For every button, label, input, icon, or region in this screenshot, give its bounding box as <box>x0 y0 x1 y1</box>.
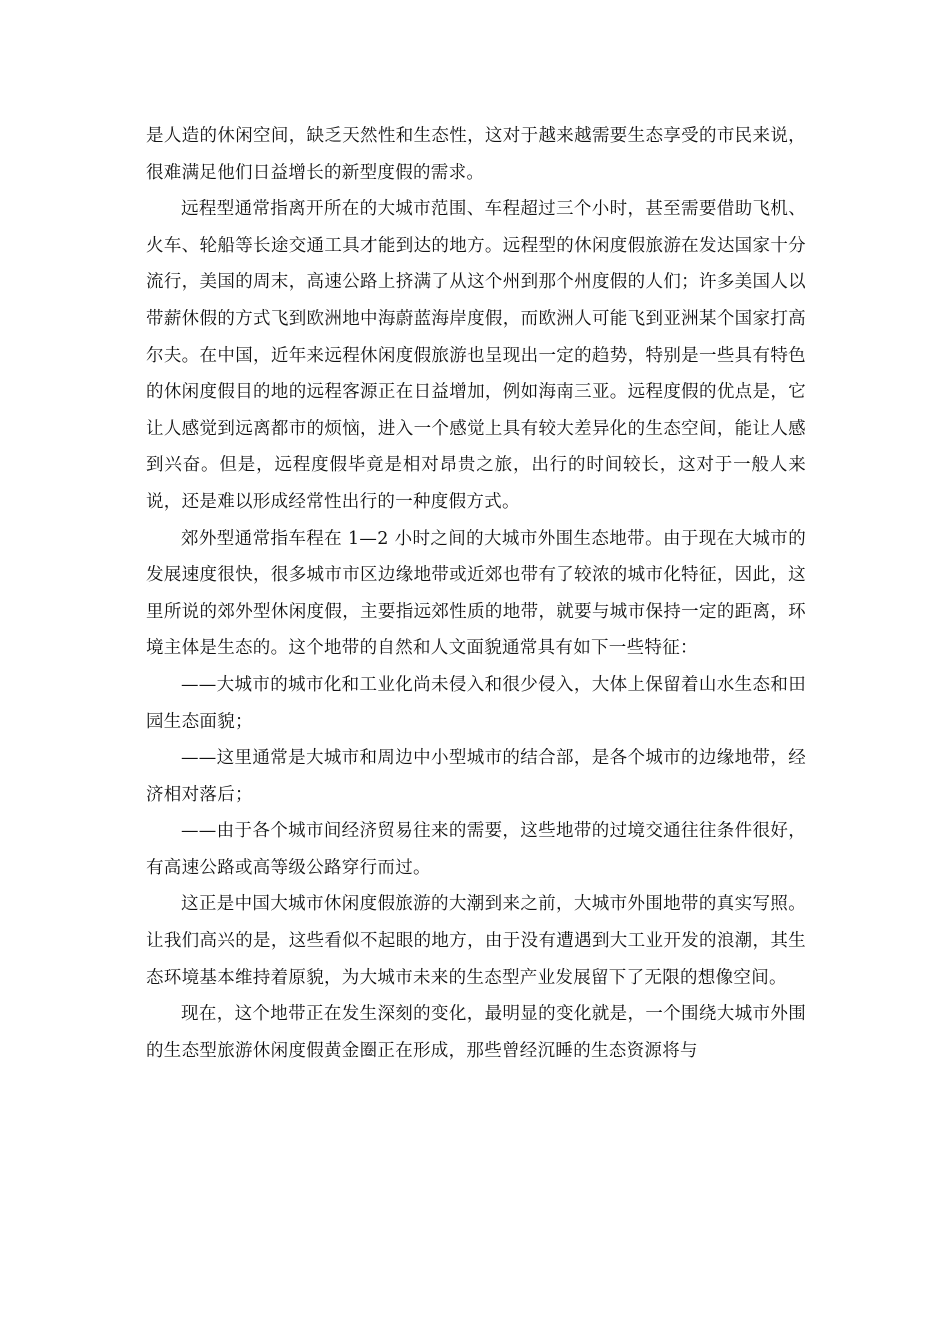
paragraph-feature-2: ——这里通常是大城市和周边中小型城市的结合部，是各个城市的边缘地带，经济相对落后； <box>146 748 806 805</box>
paragraph-change: 现在，这个地带正在发生深刻的变化，最明显的变化就是，一个围绕大城市外围的生态型旅游休闲度假黄金圈正在形成，那些曾经沉睡的生态资源将与 <box>146 1004 806 1061</box>
body-text <box>146 118 806 1069</box>
paragraph-feature-3: ——由于各个城市间经济贸易往来的需要，这些地带的过境交通往往条件很好，有高速公路或高等级公路穿行而过。 <box>146 821 806 878</box>
paragraph-continuation: 是人造的休闲空间，缺乏天然性和生态性，这对于越来越需要生态享受的市民来说，很难满足他们日益增长的新型度假的需求。 <box>146 126 806 183</box>
paragraph-suburban: 郊外型通常指车程在 1—2 小时之间的大城市外围生态地带。由于现在大城市的发展速度很快，很多城市市区边缘地带或近郊也带有了较浓的城市化特征，因此，这里所说的郊外型休闲度假，主要指远郊性质的地带，就要与城市保持一定的距离，环境主体是生态的。这个地带的自然和人文面貌通常具有如下一些特征： <box>146 528 806 659</box>
paragraph-long-distance: 远程型通常指离开所在的大城市范围、车程超过三个小时，甚至需要借助飞机、火车、轮船等长途交通工具才能到达的地方。远程型的休闲度假旅游在发达国家十分流行，美国的周末，高速公路上挤满了从这个州到那个州度假的人们；许多美国人以带薪休假的方式飞到欧洲地中海蔚蓝海岸度假，而欧洲人可能飞到亚洲某个国家打高尔夫。在中国，近年来远程休闲度假旅游也呈现出一定的趋势，特别是一些具有特色的休闲度假目的地的远程客源正在日益增加，例如海南三亚。远程度假的优点是，它让人感觉到远离都市的烦恼，进入一个感觉上具有较大差异化的生态空间，能让人感到兴奋。但是，远程度假毕竟是相对昂贵之旅，出行的时间较长，这对于一般人来说，还是难以形成经常性出行的一种度假方式。 <box>146 199 806 512</box>
paragraph-feature-1: ——大城市的城市化和工业化尚未侵入和很少侵入，大体上保留着山水生态和田园生态面貌； <box>146 674 806 732</box>
paragraph-reality: 这正是中国大城市休闲度假旅游的大潮到来之前，大城市外围地带的真实写照。让我们高兴的是，这些看似不起眼的地方，由于没有遭遇到大工业开发的浪潮，其生态环境基本维持着原貌，为大城市未来的生态型产业发展留下了无限的想像空间。 <box>146 894 806 988</box>
